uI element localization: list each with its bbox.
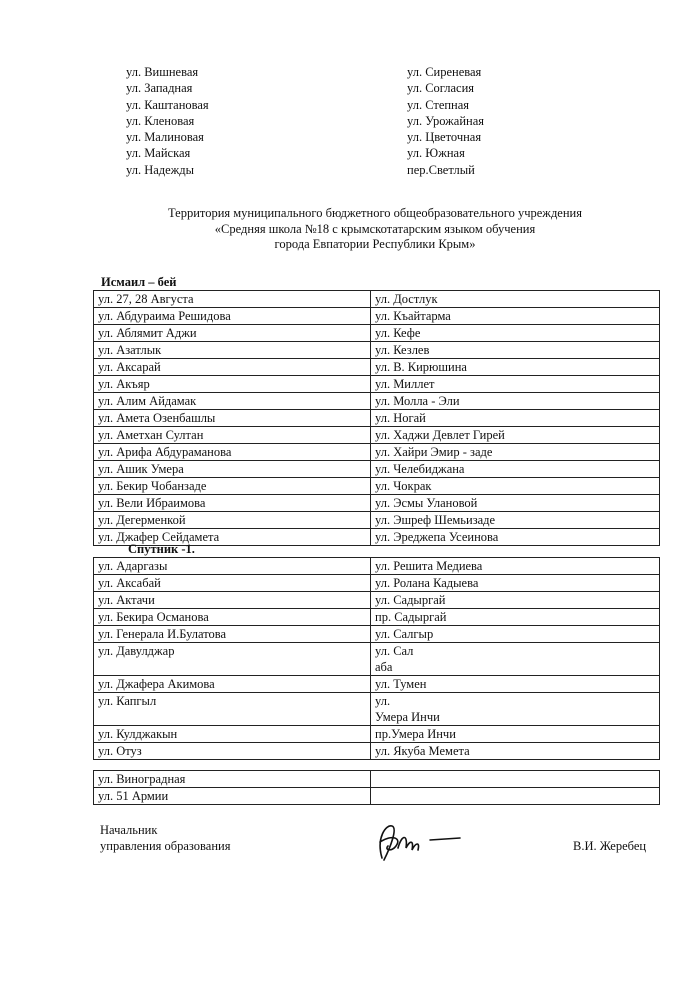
table-row: [94, 495, 660, 512]
street-cell-right: [371, 676, 660, 693]
street-cell-left: ул. Алим Айдамак: [94, 393, 371, 410]
street-cell-text-continued: Умера Инчи: [375, 710, 440, 724]
street-cell-text: ул. Эшреф Шемьизаде: [375, 513, 496, 527]
street-cell-left: ул. Бекир Чобанзаде: [94, 478, 371, 495]
street-cell-left: ул. Вели Ибраимова: [94, 495, 371, 512]
street-cell-right: [371, 478, 660, 495]
street-cell-text: ул. Кезлев: [375, 343, 430, 357]
street-cell-left: ул. Арифа Абдураманова: [94, 444, 371, 461]
street-cell-right: [371, 529, 660, 546]
street-cell-left: ул. 27, 28 Августа: [94, 291, 371, 308]
table-row: [94, 558, 660, 575]
street-cell-left: ул. Давулджар: [94, 643, 371, 676]
street-cell-right: [371, 726, 660, 743]
signature-image: [368, 818, 468, 868]
street-cell-right: [371, 575, 660, 592]
street-cell-text: ул. Молла - Эли: [375, 394, 460, 408]
street-cell-right: [371, 558, 660, 575]
heading-line-2: «Средняя школа №18 с крымскотатарским языком обучения: [214, 221, 536, 236]
street-name: ул. Согласия: [407, 81, 475, 96]
street-cell-left: ул. Джафера Акимова: [94, 676, 371, 693]
streets-table-sputnik: [93, 557, 660, 760]
table-row: [94, 512, 660, 529]
street-cell-right: [371, 609, 660, 626]
table-row: [94, 643, 660, 676]
street-cell-right: [371, 592, 660, 609]
position-line-2: управления образования: [100, 839, 231, 853]
street-list-left: [126, 64, 209, 178]
street-cell-text: ул. Хаджи Девлет Гирей: [375, 428, 505, 442]
street-name: ул. Кленовая: [126, 113, 195, 128]
table-row: [94, 788, 660, 805]
street-cell-right: [371, 444, 660, 461]
street-cell-right: [371, 771, 660, 788]
street-cell-right: [371, 512, 660, 529]
street-cell-left: ул. Амета Озенбашлы: [94, 410, 371, 427]
street-cell-left: ул. Генерала И.Булатова: [94, 626, 371, 643]
street-cell-left: ул. Кулджакын: [94, 726, 371, 743]
street-cell-text: ул. Ролана Кадыева: [375, 576, 479, 590]
table-row: [94, 410, 660, 427]
street-cell-left: ул. Капгыл: [94, 693, 371, 726]
table-row: [94, 676, 660, 693]
street-cell-text: ул. В. Кирюшина: [375, 360, 467, 374]
street-cell-right: [371, 427, 660, 444]
table-row: [94, 359, 660, 376]
street-cell-left: ул. Джафер Сейдамета: [94, 529, 371, 546]
street-list-right: [407, 64, 484, 178]
street-cell-left: ул. Бекира Османова: [94, 609, 371, 626]
street-cell-right: [371, 376, 660, 393]
street-cell-text: ул. Якуба Мемета: [375, 744, 470, 758]
street-name: ул. Западная: [126, 81, 193, 96]
street-cell-text: ул. Чокрак: [375, 479, 432, 493]
table-row: [94, 393, 660, 410]
street-name: ул. Надежды: [126, 162, 195, 177]
street-cell-right: [371, 308, 660, 325]
street-cell-left: ул. Аблямит Аджи: [94, 325, 371, 342]
street-cell-left: ул. Адаргазы: [94, 558, 371, 575]
table-row: [94, 461, 660, 478]
street-cell-left: ул. Акъяр: [94, 376, 371, 393]
table-row: [94, 771, 660, 788]
street-cell-left: ул. Азатлык: [94, 342, 371, 359]
street-cell-left: ул. Абдураима Решидова: [94, 308, 371, 325]
street-name: ул. Сиреневая: [407, 65, 482, 79]
streets-table-extra: [93, 770, 660, 805]
street-cell-right: [371, 788, 660, 805]
table-row: [94, 626, 660, 643]
street-cell-text: ул. Челебиджана: [375, 462, 465, 476]
section-label-sputnik: Спутник -1.: [128, 542, 195, 556]
street-cell-left: ул. Аметхан Султан: [94, 427, 371, 444]
street-name: ул. Цветочная: [407, 130, 482, 145]
signatory-position: [100, 822, 230, 854]
table-row: [94, 575, 660, 592]
street-cell-right: [371, 693, 660, 726]
table-row: [94, 478, 660, 495]
table-row: [94, 693, 660, 726]
street-cell-text: ул. Ногай: [375, 411, 426, 425]
street-cell-left: ул. Актачи: [94, 592, 371, 609]
street-name: ул. Каштановая: [126, 97, 209, 112]
street-cell-left: ул. Ашик Умера: [94, 461, 371, 478]
street-cell-text: пр. Садыргай: [375, 610, 447, 624]
street-name: ул. Вишневая: [126, 65, 199, 79]
street-cell-text: ул. Кефе: [375, 326, 421, 340]
heading-line-1: Территория муниципального бюджетного общеобразовательного учреждения: [168, 206, 582, 220]
street-name: ул. Майская: [126, 146, 191, 161]
street-cell-left: ул. 51 Армии: [94, 788, 371, 805]
table-row: [94, 342, 660, 359]
street-cell-right: [371, 743, 660, 760]
street-cell-right: [371, 342, 660, 359]
street-name: ул. Малиновая: [126, 130, 204, 145]
table-row: [94, 592, 660, 609]
street-cell-text: ул. Тумен: [375, 677, 427, 691]
street-cell-right: [371, 291, 660, 308]
street-cell-text: ул. Хайри Эмир - заде: [375, 445, 493, 459]
street-cell-text: ул. Решита Медиева: [375, 559, 483, 573]
street-cell-text: пр.Умера Инчи: [375, 727, 456, 741]
table-row: [94, 308, 660, 325]
street-cell-left: ул. Отуз: [94, 743, 371, 760]
street-cell-right: [371, 359, 660, 376]
street-cell-left: ул. Аксабай: [94, 575, 371, 592]
signatory-name: В.И. Жеребец: [573, 839, 647, 853]
table-row: [94, 609, 660, 626]
street-cell-text: ул. Эреджепа Усеинова: [375, 530, 499, 544]
table-row: [94, 726, 660, 743]
street-name: ул. Южная: [407, 146, 465, 161]
heading-line-3: города Евпатории Республики Крым»: [274, 237, 476, 251]
street-cell-text: ул. Сал: [375, 644, 414, 658]
table-row: [94, 325, 660, 342]
street-cell-right: [371, 410, 660, 427]
street-cell-text: ул. Салгыр: [375, 627, 434, 641]
street-cell-text: ул. Достлук: [375, 292, 438, 306]
street-cell-right: [371, 461, 660, 478]
street-cell-left: ул. Виноградная: [94, 771, 371, 788]
street-cell-text: ул. Садыргай: [375, 593, 446, 607]
street-cell-left: ул. Дегерменкой: [94, 512, 371, 529]
street-cell-text: ул. Миллет: [375, 377, 435, 391]
document-heading: [100, 206, 650, 253]
street-cell-text-continued: аба: [375, 660, 393, 674]
street-cell-text: ул. Эсмы Улановой: [375, 496, 478, 510]
street-cell-text: ул.: [375, 694, 391, 708]
streets-table-ismail-bey: [93, 290, 660, 546]
position-line-1: Начальник: [100, 823, 158, 837]
table-row: [94, 376, 660, 393]
street-cell-left: ул. Аксарай: [94, 359, 371, 376]
street-name: пер.Светлый: [407, 162, 475, 177]
street-cell-right: [371, 325, 660, 342]
street-name: ул. Степная: [407, 97, 470, 112]
street-name: ул. Урожайная: [407, 113, 484, 128]
table-row: [94, 291, 660, 308]
street-cell-right: [371, 495, 660, 512]
table-row: [94, 427, 660, 444]
street-cell-right: [371, 626, 660, 643]
street-cell-right: [371, 643, 660, 676]
table-row: [94, 743, 660, 760]
section-label-ismail-bey: Исмаил – бей: [101, 275, 177, 289]
table-row: [94, 444, 660, 461]
street-cell-text: ул. Къайтарма: [375, 309, 451, 323]
street-cell-right: [371, 393, 660, 410]
